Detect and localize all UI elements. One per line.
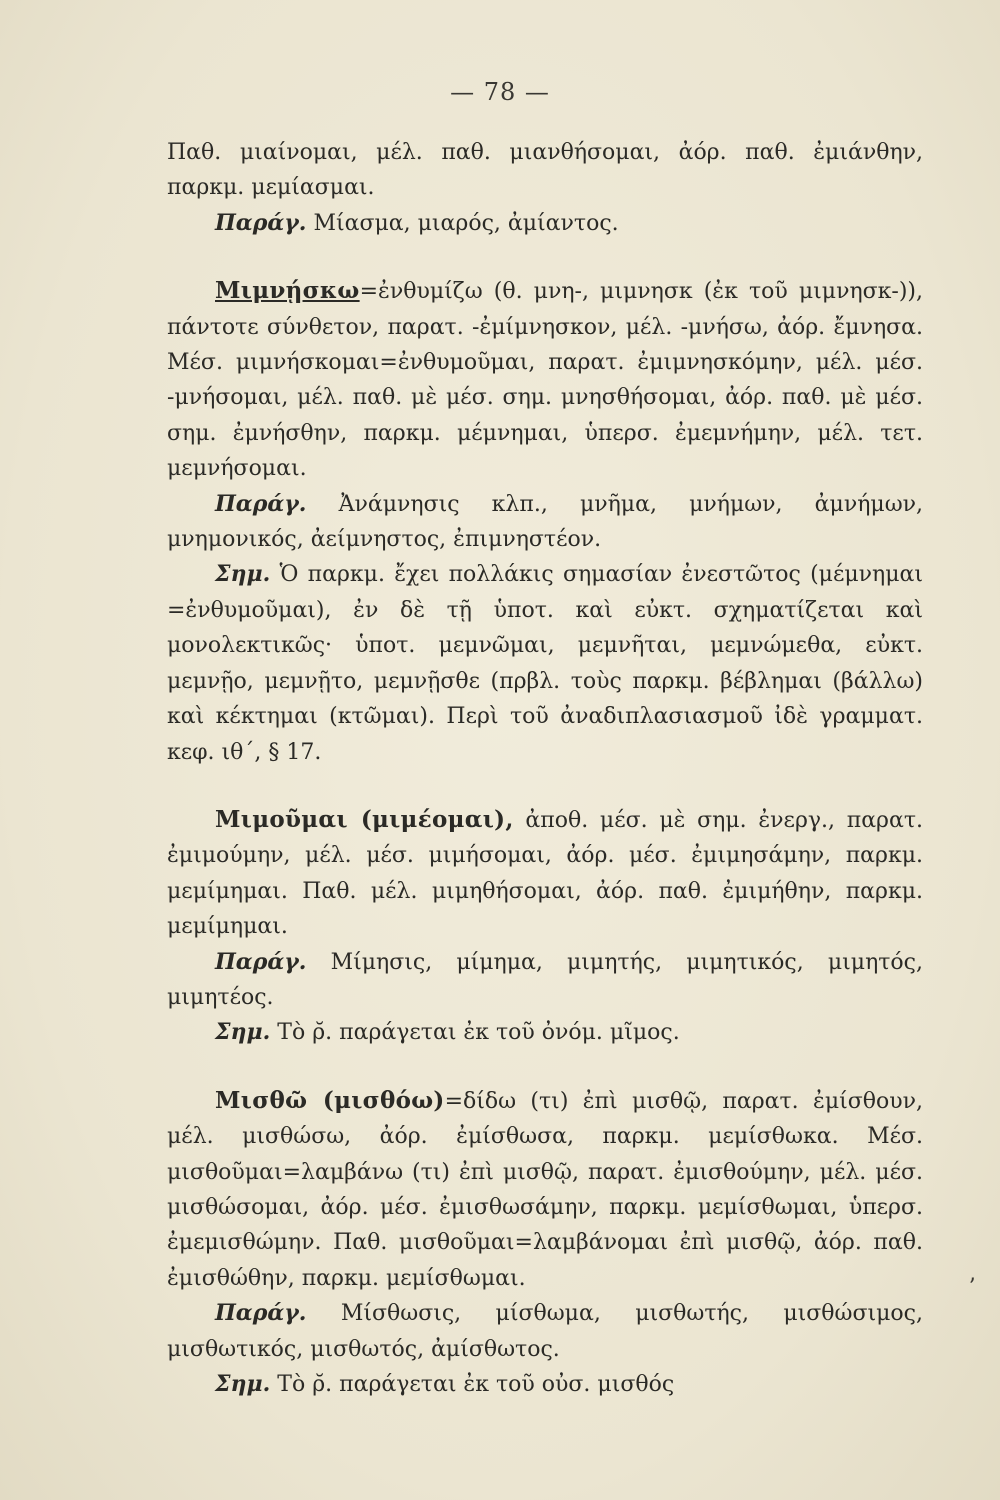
derivatives-paragraph	[167, 1296, 923, 1367]
margin-mark: ʼ	[968, 1275, 975, 1300]
paragraph-text: Τὸ ρ̆. παράγεται ἐκ τοῦ οὐσ. μισθός	[270, 1372, 675, 1397]
note-paragraph	[167, 1015, 923, 1050]
derivatives-paragraph	[167, 945, 923, 1016]
paragraph-text: Μίσθωσις, μίσθωμα, μισθωτής, μισθώσιμος, μισθωτικός, μισθωτός, ἀμίσθωτος.	[167, 1301, 923, 1362]
headword: Μισθῶ (μισθόω)	[215, 1086, 445, 1114]
entry-definition	[167, 273, 923, 486]
definition-text: ἀποθ. μέσ. μὲ σημ. ἐνεργ., παρατ. ἐμιμούμην, μέλ. μέσ. μιμήσομαι, ἀόρ. μέσ. ἐμιμησάμην, παρκμ. μεμίμημαι. Παθ. μέλ. μιμηθήσομαι, ἀόρ. παθ. ἐμιμήθην, παρκμ. μεμίμημαι.	[167, 807, 923, 940]
paragraph-text: Παθ. μιαίνομαι, μέλ. παθ. μιανθήσομαι, ἀόρ. παθ. ἐμιάνθην, παρκμ. μεμίασμαι.	[167, 140, 923, 201]
entry-mistho	[167, 1083, 923, 1403]
note-label: Σημ.	[215, 1371, 271, 1397]
paragraph-text: Μίμησις, μίμημα, μιμητής, μιμητικός, μιμητός, μιμητέος.	[167, 949, 923, 1010]
entry-definition	[167, 1083, 923, 1296]
page-number: — 78 —	[450, 78, 550, 106]
paragraph-text: Τὸ ρ̆. παράγεται ἐκ τοῦ ὀνόμ. μῖμος.	[270, 1020, 680, 1046]
derivatives-label: Παράγ.	[215, 209, 307, 236]
entry-continuation	[167, 135, 923, 241]
note-label: Σημ.	[215, 561, 271, 588]
note-paragraph	[167, 1367, 923, 1402]
headword: Μιμνῄσκω	[215, 277, 360, 305]
derivatives-paragraph	[167, 487, 923, 558]
paragraph-text: Ἀνάμνησις κλπ., μνῆμα, μνήμων, ἀμνήμων, μνημονικός, ἀείμνηστος, ἐπιμνηστέον.	[167, 491, 923, 553]
derivatives-label: Παράγ.	[215, 490, 307, 517]
definition-text: =ἐνθυμίζω (θ. μνη-, μιμνησκ (ἐκ τοῦ μιμνησκ-)), πάντοτε σύνθετον, παρατ. -ἐμίμνησκον, μέλ. -μνήσω, ἀόρ. ἔμνησα. Μέσ. μιμνήσκομαι=ἐνθυμοῦμαι, παρατ. ἐμιμνησκόμην, μέλ. μέσ. -μνήσομαι, μέλ. παθ. μὲ μέσ. σημ. μνησθήσομαι, ἀόρ. παθ. μὲ μέσ. σημ. ἐμνήσθην, παρκμ. μέμνημαι, ὑπερσ. ἐμεμνήμην, μέλ. τετ. μεμνήσομαι.	[167, 279, 923, 482]
entry-mimnisko	[167, 273, 923, 770]
derivatives-paragraph	[167, 206, 923, 241]
derivatives-label: Παράγ.	[215, 948, 307, 975]
paragraph-text: Μίασμα, μιαρός, ἀμίαντος.	[306, 210, 619, 236]
headword: Μιμοῦμαι (μιμέομαι),	[215, 805, 514, 833]
text-body	[167, 135, 923, 1402]
note-label: Σημ.	[215, 1019, 271, 1046]
entry-mimoumai	[167, 802, 923, 1051]
note-paragraph	[167, 557, 923, 769]
paragraph-text: Ὁ παρκμ. ἔχει πολλάκις σημασίαν ἐνεστῶτος (μέμνημαι =ἐνθυμοῦμαι), ἐν δὲ τῇ ὑποτ. καὶ εὐκτ. σχηματίζεται καὶ μονολεκτικῶς· ὑποτ. μεμνῶμαι, μεμνῆται, μεμνώμεθα, εὐκτ. μεμνῇο, μεμνῇτο, μεμνῇσθε (πρβλ. τοὺς παρκμ. βέβλημαι (βάλλω) καὶ κέκτημαι (κτῶμαι). Περὶ τοῦ ἀναδιπλασιασμοῦ ἰδὲ γραμματ. κεφ. ιθ΄, § 17.	[167, 562, 923, 765]
paragraph	[167, 135, 923, 206]
definition-text: =δίδω (τι) ἐπὶ μισθῷ, παρατ. ἐμίσθουν, μέλ. μισθώσω, ἀόρ. ἐμίσθωσα, παρκμ. μεμίσθωκα. Μέσ. μισθοῦμαι=λαμβάνω (τι) ἐπὶ μισθῷ, παρατ. ἐμισθούμην, μέλ. μέσ. μισθώσομαι, ἀόρ. μέσ. ἐμισθωσάμην, παρκμ. μεμίσθωμαι, ὑπερσ. ἐμεμισθώμην. Παθ. μισθοῦμαι=λαμβάνομαι ἐπὶ μισθῷ, ἀόρ. παθ. ἐμισθώθην, παρκμ. μεμίσθωμαι.	[167, 1088, 923, 1291]
derivatives-label: Παράγ.	[215, 1300, 307, 1327]
entry-definition	[167, 802, 923, 945]
